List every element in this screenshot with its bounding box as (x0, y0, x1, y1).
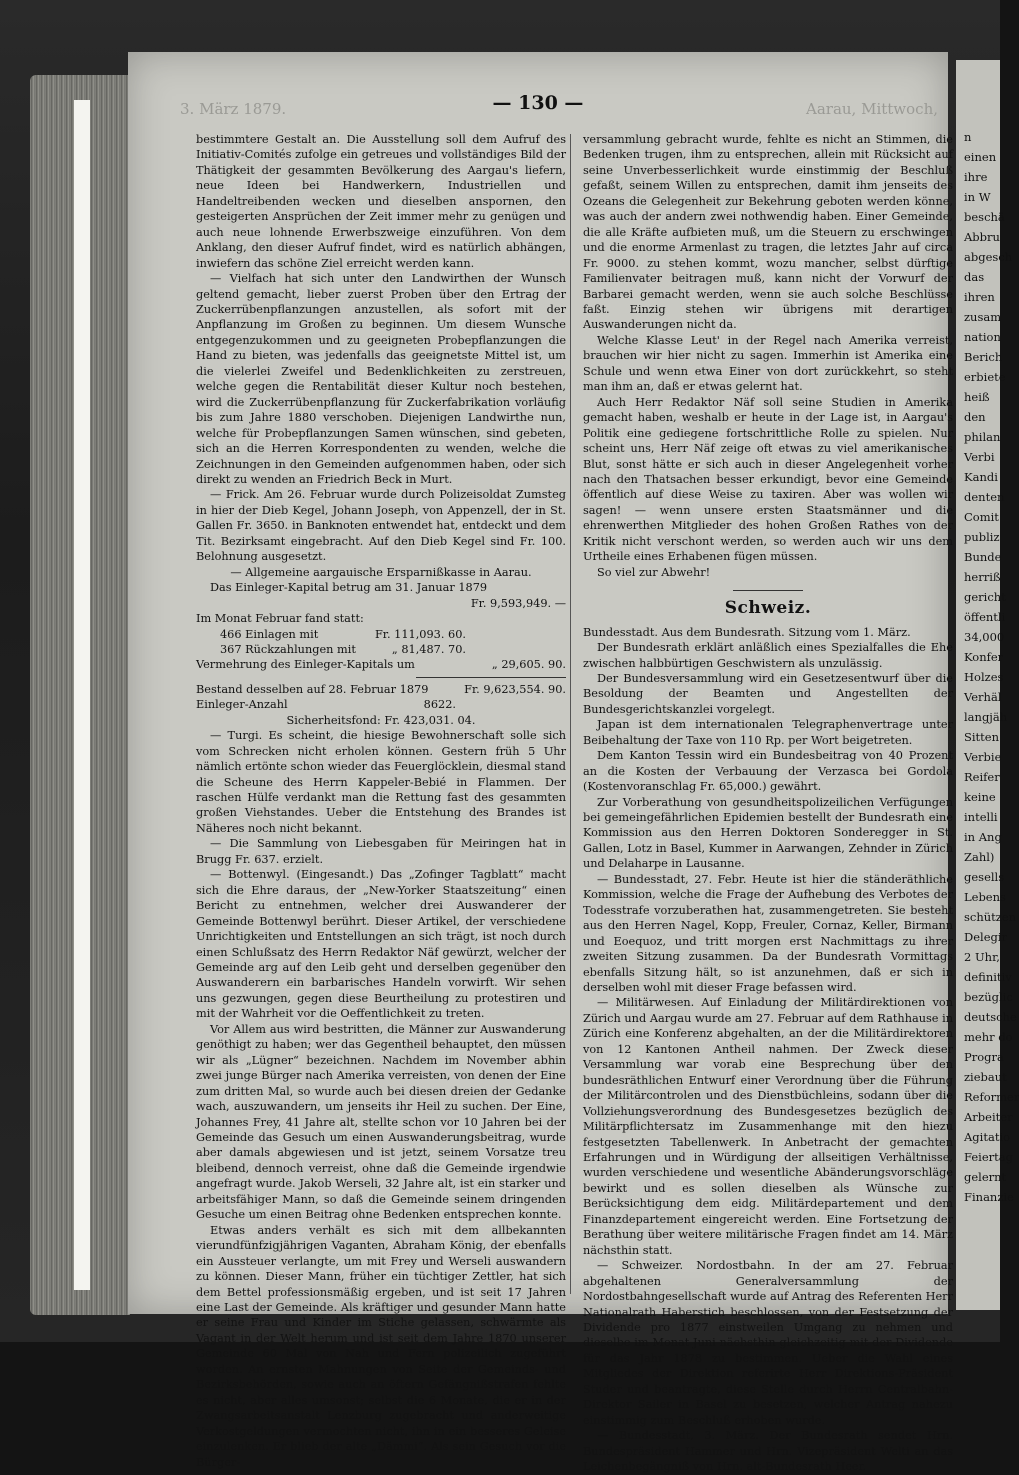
left-column (196, 132, 566, 1470)
row-value: Fr. 9,623,554. 90. (464, 682, 566, 696)
next-page-fragment-line: einen (964, 150, 997, 164)
next-page-fragment-line: gericht (964, 590, 1006, 604)
row-label: Vermehrung des Einleger-Kapitals um (196, 658, 415, 672)
next-page-fragment-line: Arbeiter (964, 1110, 1013, 1124)
article-bottenwyl-cont: versammlung gebracht wurde, fehlte es nicht an Stimmen, die Bedenken trugen, ihm zu entsprechen, allein mit Rücksicht auf seine Unverbesserlichkeit wurde einstimmig der Beschluß gefaßt, seinem Willen zu entsprechen, damit ihm jenseits des Ozeans die Gelegenheit zur Bekehrung geboten werden könne, was auch der andern zwei nothwendig haben. Einer Gemeinde, die alle Kräfte aufbieten muß, um die Steuern zu erschwingen und die enorme Armenlast zu tragen, die letztes Jahr auf circa Fr. 9000. zu stehen kommt, wozu mancher, selbst dürftige Familienvater beitragen muß, kann nicht der Vorwurf der Barbarei gemacht werden, wenn sie auch solche Beschlüsse faßt. Einzig stehen wir übrigens mit derartigen Auswanderungen nicht da. (583, 133, 953, 332)
article-todesstrafe: — Bundesstadt, 27. Febr. Heute ist hier die ständeräthliche Kommission, welche die Frage der Aufhebung des Verbotes der Todesstrafe vorzuberathen hat, zusammengetreten. Sie besteht aus den Herren Nagel, Kopp, Freuler, Cornaz, Keller, Birmann und Eoequoz, und tritt morgen erst Nachmittags zu ihrer zweiten Sitzung zusammen. Da der Bundesrath Vormittags ebenfalls Sitzung hält, so ist anzunehmen, daß er sich in derselben wohl mit dieser Frage befassen wird. (583, 872, 953, 995)
row-value: „ 29,605. 90. (491, 658, 566, 672)
next-page-fragment-line: in Ang (964, 830, 1002, 844)
next-page-fragment-line: Reformer (964, 1090, 1019, 1104)
article-meiringen: — Die Sammlung von Liebesgaben für Meiringen hat in Brugg Fr. 637. erzielt. (196, 837, 566, 866)
article-turgi: — Turgi. Es scheint, die hiesige Bewohnerschaft solle sich vom Schrecken nicht erholen können. Gestern früh 5 Uhr nämlich ertönte schon wieder das Feuerglöcklein, diesmal stand die Scheune des Herrn Kappeler-Bebié in Flammen. Der raschen Hülfe verdankt man die Rettung fast des gesammten großen Viehstandes. Ueber die Entstehung des Brandes ist Näheres noch nicht bekannt. (196, 729, 566, 835)
article-militaerwesen: — Militärwesen. Auf Einladung der Militärdirektionen von Zürich und Aargau wurde am 27. Februar auf dem Rathhause in Zürich eine Konferenz abgehalten, an der die Militärdirektoren von 12 Kantonen Antheil nahmen. Der Zweck dieser Versammlung war vorab eine Besprechung über den bundesräthlichen Entwurf einer Verordnung über die Führung der Militärcontrolen und des Dienstbüchleins, sodann über die Vollziehungsverordnung des Bundesgesetzes bezüglich des Militärpflichtersatz im Zusammenhange mit den hiezu festgesetzten Tabellenwerk. In Anbetracht der gemachten Erfahrungen und in Würdigung der allseitigen Verhältnisse, wurden verschiedene und wesentliche Abänderungsvorschläge bewirkt und es sollen dieselben als Wünsche zur Berücksichtigung dem eidg. Militärdepartement und dem Finanzdepartement eingereicht werden. Eine Fortsetzung der Berathung über weitere militärische Fragen findet am 14. März nächsthin statt. (583, 996, 953, 1257)
next-page-fragment-line: Comit (964, 510, 999, 524)
next-page-fragment-line: Bunde (964, 550, 1002, 564)
next-page-fragment-line: Holzes (964, 670, 1004, 684)
bundesrath-epidemien: Zur Vorberathung von gesundheitspolizeilichen Verfügungen bei gemeingefährlichen Epidemien bestellt der Bundesrath eine Kommission aus den Herren Doktoren Sonderegger in St. Gallen, Lotz in Basel, Kummer in Aarwangen, Zehnder in Zürich und Delaharpe in Lausanne. (583, 795, 953, 871)
next-page-fragment-line: langjäh (964, 710, 1008, 724)
next-page-text-fragments (956, 60, 1019, 1206)
next-page-fragment-line: publiz (964, 530, 1000, 544)
bundesrath-tessin: Dem Kanton Tessin wird ein Bundesbeitrag von 40 Prozent an die Kosten der Verbauung der Verzasca bei Gordola (Kostenvoranschlag Fr. 65,000.) gewährt. (583, 749, 953, 794)
next-page-fragment-line: abgesch (964, 250, 1013, 264)
next-page-fragment-line: ihre (964, 170, 988, 184)
sparkasse-row-rueckzahlungen (196, 642, 566, 657)
next-page-fragment-line: denten (964, 490, 1005, 504)
next-page-fragment-line: das (964, 270, 985, 284)
sparkasse-row-bestand (196, 682, 566, 697)
next-page-fragment-line: in W (964, 190, 991, 204)
next-page-fragment-line: Finanzie (964, 1190, 1014, 1204)
article-leichenbegaengnis: — Bundesstadt, 3. März. Der Bundesrath sendet Hrn. Bundespräsident Hammer und Hrn. Vizepräsident Welti an das Leichenbegängniß von Hrn. alt-Bundesrath Heer. (583, 1429, 953, 1474)
next-page-fragment-line: herriß (964, 570, 1001, 584)
next-page-fragment-line: Verbie (964, 750, 1002, 764)
next-page-fragment-line: Verbi (964, 450, 995, 464)
next-page-fragment-line: intelli (964, 810, 998, 824)
page-number: — 130 — (492, 92, 584, 114)
next-page-fragment-line: ihren (964, 290, 995, 304)
next-page-fragment-line: Feiertag (964, 1150, 1013, 1164)
article-frick: — Frick. Am 26. Februar wurde durch Polizeisoldat Zumsteg in hier der Dieb Kegel, Johann Joseph, von Appenzell, der in St. Gallen Fr. 3650. in Banknoten entwendet hat, entdeckt und dem Tit. Bezirksamt eingebracht. Auf den Dieb Kegel sind Fr. 100. Belohnung ausgesetzt. (196, 488, 566, 564)
row-value: 8622. (423, 698, 456, 712)
header-faint-place: Aarau, Mittwoch, (806, 100, 938, 118)
next-page-fragment-line: Progra (964, 1050, 1004, 1064)
next-page-fragment-line: keine (964, 790, 996, 804)
bundesrath-japan: Japan ist dem internationalen Telegraphenvertrage unter Beibehaltung der Taxe von 110 Rp. per Wort beigetreten. (583, 718, 953, 747)
next-page-fragment-line: Zahl) (964, 850, 995, 864)
sum-rule (416, 677, 566, 678)
article-bottenwyl: — Bottenwyl. (Eingesandt.) Das „Zofinger Tagblatt“ macht sich die Ehre daraus, der „New-Yorker Staatszeitung“ einen Bericht zu entnehmen, welcher drei Auswanderer der Gemeinde Bottenwyl berührt. Dieser Artikel, der verschiedene Unrichtigkeiten und Entstellungen an sich trägt, ist noch durch einen Schlußsatz des Herrn Redaktor Näf gewürzt, welcher der Gemeinde arg auf den Leib geht und derselben gegenüber den Auswanderern ein barbarisches Handeln vorwirft. Wir sehen uns gezwungen, gegen diese Beurtheilung zu protestiren und mit der Wahrheit vor die Oeffentlichkeit zu treten. (196, 868, 566, 1021)
next-page-fragment-line: Delegir (964, 930, 1008, 944)
article-bottenwyl-amerika: Welche Klasse Leut' in der Regel nach Amerika verreist, brauchen wir hier nicht zu sagen. Immerhin ist Amerika eine Schule und wenn etwa Einer von dort zurückkehrt, so steht man ihm an, daß er etwas gelernt hat. (583, 333, 953, 394)
next-page-fragment-line: 2 Uhr, (964, 950, 1000, 964)
next-page-fragment-line: bezüglic (964, 990, 1013, 1004)
article-bottenwyl-3: Etwas anders verhält es sich mit dem allbekannten vierundfünfzigjährigen Vaganten, Abraham König, der ebenfalls ein Aussteuer verlangte, um mit Frey und Werseli auswandern zu können. Dieser Mann, früher ein tüchtiger Zettler, hat sich dem Bettel professionsmäßig ergeben, und ist seit 17 Jahren eine Last der Gemeinde. Als kräftiger und gesunder Mann hatte er seine Frau und Kinder im Stiche gelassen, schwärmte als Vagant in der Welt herum und ist seit dem Jahre 1870 unserer Gemeinde 60 Mal von Nah und Fern polizeilich zugeführt worden. An ernsten Mahnungen von Seite der Gemeinds- und Bezirksbehörden, sowie auch an öftern Gefängnißstrafen fehlte es nicht, aber alles umsonst; selbst die 6 Monate, die er in der Zwangsarbeitsanstalt Lenzburg zugebracht und anderweitige Verkostgeldungen vermochten nicht, ihn in ein besseres Geleise einzulenken. Er blieb der alte „Dämmi“. Als sein Gesuch vor die Bürger- (196, 1223, 566, 1469)
newspaper-page (128, 52, 953, 1474)
row-value: „ 81,487. 70. (391, 642, 466, 656)
right-column (583, 132, 953, 1475)
next-page-fragment-line: mehr do (964, 1030, 1013, 1044)
sparkasse-total: Fr. 9,593,949. — (470, 596, 566, 610)
sparkasse-row-einlagen (196, 627, 566, 642)
next-page-fragment-line: Konfer (964, 650, 1004, 664)
next-page-fragment-line: nation (964, 330, 1001, 344)
next-page-fragment-line: deutsche (964, 1010, 1017, 1024)
article-bottenwyl-close: So viel zur Abwehr! (597, 565, 711, 579)
next-page-fragment-line: Berich (964, 350, 1003, 364)
bundesrath-heading: Bundesstadt. Aus dem Bundesrath. Sitzung vom 1. März. (583, 625, 911, 639)
row-value: Fr. 111,093. 60. (374, 627, 466, 641)
next-page-fragment-line: gelernt (964, 1170, 1007, 1184)
sparkasse-title: — Allgemeine aargauische Ersparnißkasse in Aarau. (230, 565, 532, 579)
row-label: 466 Einlagen mit (220, 627, 319, 641)
page-header (128, 92, 948, 118)
next-page-fragment-line: Agitatio (964, 1130, 1011, 1144)
sicherheitsfond: Sicherheitsfond: Fr. 423,031. 04. (286, 713, 476, 727)
next-page-fragment-line: Reifer (964, 770, 1000, 784)
next-page-fragment-line: philan (964, 430, 1001, 444)
next-page-fragment-line: n (964, 130, 972, 144)
paper-strip (74, 100, 90, 1290)
article-bottenwyl-naef: Auch Herr Redaktor Näf soll seine Studien in Amerika gemacht haben, weshalb er heute in der Lage ist, in Aargau's Politik eine gediegene fortschrittliche Rolle zu spielen. Nur scheint uns, Herr Näf zeige oft etwas zu viel amerikanisches Blut, sonst hätte er sich auch in dieser Angelegenheit vorher nach den Thatsachen besser erkundigt, bevor eine Gemeinde öffentlich auf diese Weise zu taxiren. Aber was wollen wir sagen! — wenn unsere ersten Staatsmänner und die ehrenwerthen Mitglieder des hohen Großen Rathes von der Kritik nicht verschont werden, so werden auch wir uns dem Urtheile eines Erhabenen fügen müssen. (583, 395, 953, 564)
next-page-fragment-line: erbiete (964, 370, 1006, 384)
next-page-fragment-line: öffentli (964, 610, 1006, 624)
article-nordostbahn: — Schweizer. Nordostbahn. In der am 27. Februar abgehaltenen Generalversammlung der Nordostbahngesellschaft wurde auf Antrag des Referenten Herr Nationalrath Haberstich beschlossen, von der Festsetzung der Dividende pro 1877 einstweilen Umgang zu nehmen und dieselbe im Monat Juni nächsthin gleichzeitig mit der Dividende für das Jahr 1878 zu bestimmen. Ueber die Wahl eines Mitgliedes der Direktion referirte Herr Direktions-Präsident Studer und beantragte, diese Stelle durch Herrn Centralbahn-Direktor Sailer in Basel zu besetzen, welcher Antrag nahezu einstimmig zum Beschluß erhoben wurde. (583, 1259, 953, 1427)
article-ausstellung: bestimmtere Gestalt an. Die Ausstellung soll dem Aufruf des Initiativ-Comités zufolge ein getreues und vollständiges Bild der Thätigkeit der gesammten Bevölkerung des Aargau's liefern, neue Ideen bei Handwerkern, Industriellen und Handeltreibenden wecken und dieselben anspornen, den gesteigerten Ansprüchen der Zeit immer mehr zu genügen und auch neue lohnende Erwerbszweige einzuführen. Von dem Anklang, den dieser Aufruf findet, wird es natürlich abhängen, inwiefern das schöne Ziel erreicht werden kann. (196, 133, 566, 270)
next-page-fragment (956, 60, 1019, 1310)
section-title-schweiz: Schweiz. (724, 598, 812, 619)
next-page-fragment-line: definitiv (964, 970, 1012, 984)
bundesrath-ehe: Der Bundesrath erklärt anläßlich eines Spezialfalles die Ehe zwischen halbbürtigen Geschwistern als unzulässig. (583, 641, 953, 670)
article-zuckerrueben: — Vielfach hat sich unter den Landwirthen der Wunsch geltend gemacht, lieber zuerst Proben über den Ertrag der Zuckerrübenpflanzungen anzustellen, als sofort mit der Anpflanzung im Großen zu beginnen. Um diesem Wunsche entgegenzukommen und zu geeigneten Probepflanzungen die Hand zu bieten, was jedenfalls das geeignetste Mittel ist, um die vielerlei Zweifel und Bedenklichkeiten zu zerstreuen, welche gegen die Rentabilität dieser Kultur noch bestehen, wird die Zuckerrübenpflanzung für Zuckerfabrikation vorläufig bis zum Jahre 1880 verschoben. Diejenigen Landwirthe nun, welche für Probepflanzungen Samen wünschen, sind gebeten, sich an die Herren Korrespondenten zu wenden, welche die Zeichnungen in den Gemeinden aufgenommen haben, oder sich direkt zu wenden an Friedrich Beck in Murt. (196, 272, 566, 486)
header-faint-date: 3. März 1879. (180, 100, 287, 118)
sparkasse-subtitle: Das Einleger-Kapital betrug am 31. Januar 1879 (210, 581, 488, 595)
next-page-fragment-line: ziebaut (964, 1070, 1007, 1084)
next-page-fragment-line: Sitten (964, 730, 1000, 744)
next-page-fragment-line: Lebens (964, 890, 1006, 904)
next-page-fragment-line: Kandi (964, 470, 998, 484)
next-page-fragment-line: heiß (964, 390, 990, 404)
next-page-fragment-line: gesells (964, 870, 1005, 884)
column-divider (570, 134, 571, 1294)
article-bottenwyl-2: Vor Allem aus wird bestritten, die Männer zur Auswanderung genöthigt zu haben; wer das Gegentheil behauptet, den müssen wir als „Lügner“ bezeichnen. Nachdem im November abhin zwei junge Bürger nach Amerika verreisten, von denen der Eine zum dritten Mal, so wurde auch bei diesen dreien der Gedanke wach, auszuwandern, um jenseits ihr Heil zu suchen. Der Eine, Johannes Frey, 41 Jahre alt, stellte schon vor 10 Jahren bei der Gemeinde das Gesuch um einen Auswanderungsbeitrag, wurde aber damals abgewiesen und ist jetzt, seinem Vorsatze treu bleibend, dennoch verreist, ohne daß die Gemeinde irgendwie angefragt wurde. Jakob Werseli, 32 Jahre alt, ist ein starker und arbeitsfähiger Mann, so daß die Gemeinde seinem dringenden Gesuche um einen Beitrag ohne Bedenken entsprechen konnte. (196, 1022, 566, 1222)
next-page-fragment-line: schützen (964, 910, 1017, 924)
next-page-fragment-line: Abbru (964, 230, 1000, 244)
row-label: Bestand desselben auf 28. Februar 1879 (196, 682, 429, 696)
sparkasse-feb-label: Im Monat Februar fand statt: (196, 612, 364, 626)
next-page-fragment-line: den (964, 410, 986, 424)
next-page-fragment-line: beschä (964, 210, 1005, 224)
bundesrath-besoldung: Der Bundesversammlung wird ein Gesetzesentwurf über die Besoldung der Beamten und Angestellten der Bundesgerichtskanzlei vorgelegt. (583, 671, 953, 716)
sparkasse-row-vermehrung (196, 657, 566, 672)
section-divider (733, 590, 803, 591)
next-page-fragment-line: Verhäl (964, 690, 1002, 704)
sparkasse-row-einleger (196, 697, 566, 712)
next-page-fragment-line: 34,000 (964, 630, 1005, 644)
row-label: 367 Rückzahlungen mit (220, 642, 356, 656)
row-label: Einleger-Anzahl (196, 698, 288, 712)
next-page-fragment-line: zusam (964, 310, 1002, 324)
